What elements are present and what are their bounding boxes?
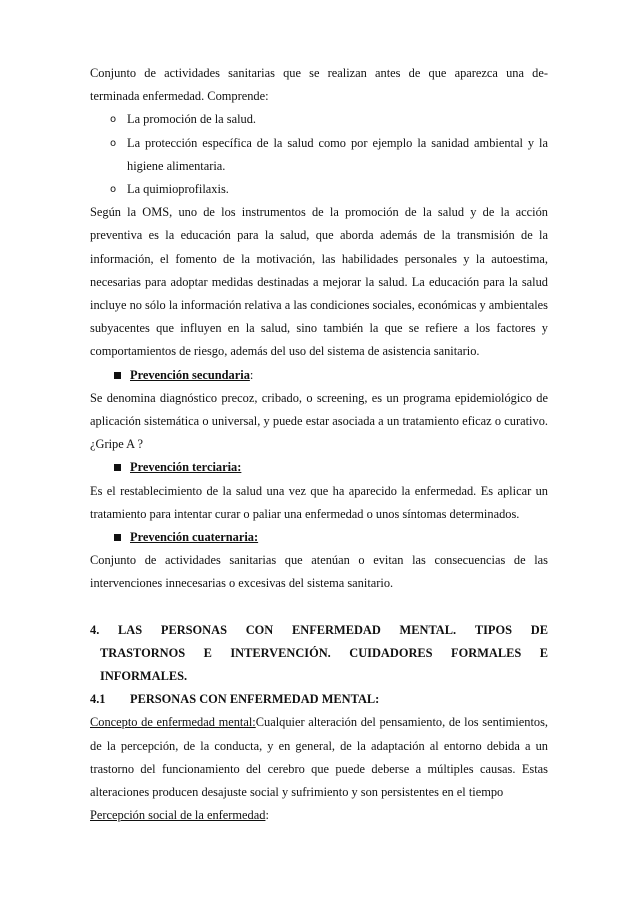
secundaria-paragraph: Se denomina diagnóstico precoz, cribado, o screening, es un programa epidemiológico de aplicación sistemática o universal, y puede estar asociada a un tratamiento eficaz o curativo. ¿Gripe A ? — [90, 390, 548, 452]
concepto-paragraph: Concepto de enfermedad mental:Cualquier alteración del pensamiento, de los sentimientos, de la percepción, de la conducta, y en general, de la adaptación al entorno debida a un trastorno del funcionamiento del cerebro que puede deberse a múltiples causas. Estas alteraciones producen desajuste social y sufrimiento y son persistentes en el tiempo — [90, 715, 549, 800]
terciaria-paragraph: Es el restablecimiento de la salud una vez que ha aparecido la enfermedad. Es aplicar un tratamiento para intentar curar o paliar una enfermedad o unos síntomas determinados. — [90, 483, 548, 521]
list-item: o La quimioprofilaxis. — [90, 178, 548, 201]
intro-line-1: Conjunto de actividades sanitarias que se realizan antes de que aparezca una de- — [90, 66, 548, 80]
square-bullet-icon — [114, 372, 121, 379]
bullet-circle-icon: o — [110, 137, 117, 149]
concepto-label: Concepto de enfermedad mental: — [90, 715, 256, 730]
square-bullet-icon — [114, 534, 121, 541]
section-4-1-heading: 4.1 PERSONAS CON ENFERMEDAD MENTAL: — [90, 692, 380, 707]
list-item: o La promoción de la salud. — [90, 108, 548, 131]
primary-prevention-list — [90, 108, 548, 201]
document-page — [90, 62, 548, 828]
intro-line-2: terminada enfermedad. Comprende: — [90, 89, 269, 104]
bullet-circle-icon: o — [110, 184, 117, 196]
heading-prevencion-secundaria: Prevención secundaria: — [90, 364, 548, 387]
cuaternaria-paragraph: Conjunto de actividades sanitarias que atenúan o evitan las consecuencias de las intervenciones innecesarias o excesivas del sistema sanitario. — [90, 553, 548, 591]
list-item: o La protección específica de la salud como por ejemplo la sanidad ambiental y la higiene alimentaria. — [90, 132, 548, 178]
heading-prevencion-terciaria: Prevención terciaria: — [90, 456, 548, 479]
section-4-heading: 4. LAS PERSONAS CON ENFERMEDAD MENTAL. TIPOS DE TRASTORNOS E INTERVENCIÓN. CUIDADORES FORMALES E INFORMALES. — [90, 622, 548, 684]
percepcion-heading: Percepción social de la enfermedad: — [90, 808, 269, 823]
square-bullet-icon — [114, 464, 121, 471]
oms-paragraph: Según la OMS, uno de los instrumentos de la promoción de la salud y de la acción preventiva es la educación para la salud, que aborda además de la transmisión de la información, el fomento de la motivación, las habilidades personales y la autoestima, necesarias para adoptar medidas destinadas a mejorar la salud. La educación para la salud incluye no sólo la información relativa a las condiciones sociales, económicas y ambientales subyacentes que influyen en la salud, sino también la que se refiere a los factores y comportamientos de riesgo, además del uso del sistema de asistencia sanitario. — [90, 205, 548, 359]
heading-prevencion-cuaternaria: Prevención cuaternaria: — [90, 526, 548, 549]
bullet-circle-icon: o — [110, 114, 117, 126]
